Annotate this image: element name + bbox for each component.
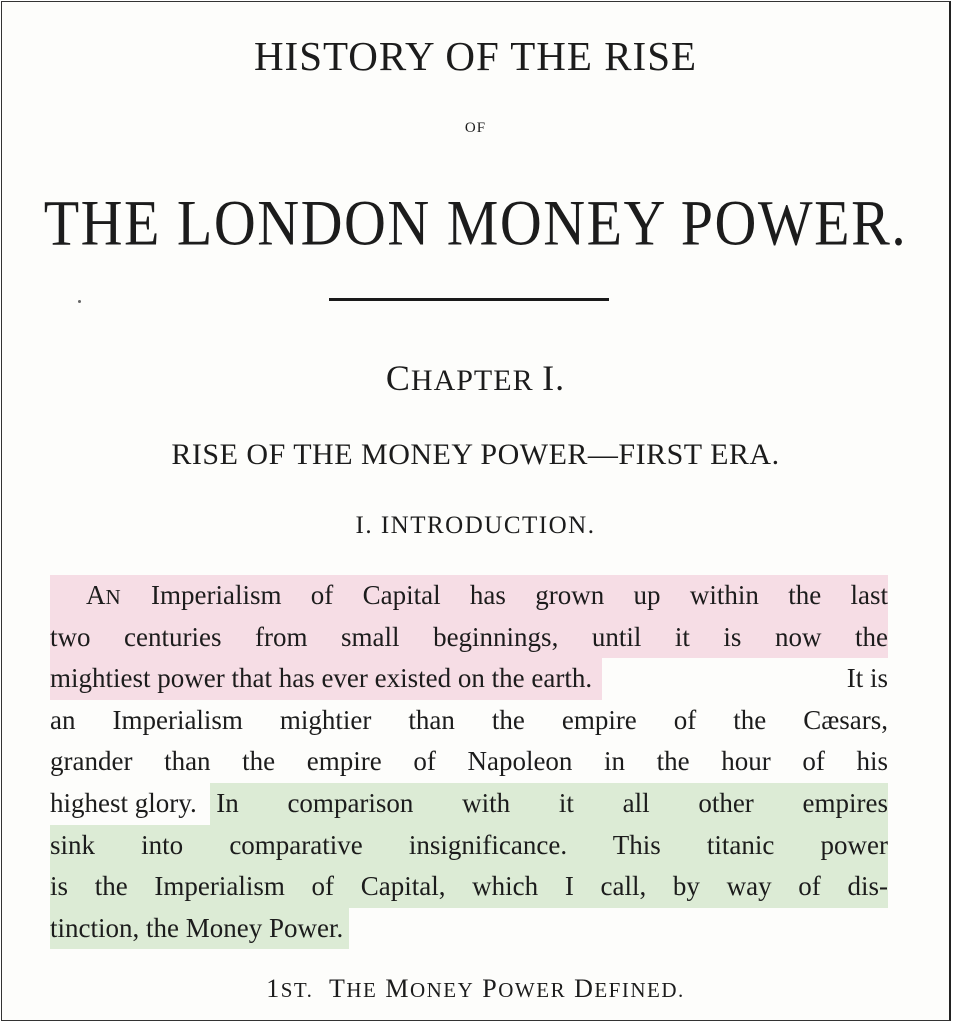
paragraph-line: [50, 783, 888, 825]
highlighted-text: In comparison with it all other empires: [210, 783, 888, 825]
line-text: an Imperialism mightier than the empire of the Cæsars,: [50, 704, 888, 735]
chapter-numeral: I.: [542, 358, 566, 398]
paragraph-line: [50, 825, 888, 867]
chapter-subtitle: RISE OF THE MONEY POWER—FIRST ERA.: [171, 438, 780, 471]
title-line-2: THE LONDON MONEY POWER.: [43, 186, 908, 259]
paragraph-line: [50, 741, 888, 783]
sc-cap: 1: [266, 974, 281, 1003]
highlighted-text: tinction, the Money Power.: [50, 908, 349, 950]
lead-small: N: [105, 585, 122, 609]
line-text: two centuries from small beginnings, until it is now the: [50, 621, 888, 652]
sc-small: ONEY: [409, 978, 475, 1002]
sc-cap: D: [574, 974, 595, 1003]
sc-small: ST.: [280, 978, 314, 1002]
title-line-1: HISTORY OF THE RISE: [253, 33, 698, 79]
paragraph-line: [50, 658, 888, 700]
line-text: is the Imperialism of Capital, which I call, by way of dis-: [50, 871, 888, 902]
line-text-after: It is: [846, 663, 888, 694]
title-rule: [329, 298, 609, 301]
paragraph-line: [50, 700, 888, 742]
paragraph-line: [50, 866, 888, 908]
book-page: [1, 1, 951, 1021]
section-heading: I. INTRODUCTION.: [355, 512, 596, 539]
introduction-paragraph: [50, 575, 888, 949]
paragraph-line: [50, 575, 888, 617]
chapter-heading: [2, 357, 949, 399]
ink-speck: [78, 300, 81, 303]
chapter-initial: C: [385, 358, 411, 398]
line-text-before: highest glory.: [50, 787, 211, 818]
sc-small: HE: [346, 978, 378, 1002]
title-of: OF: [464, 120, 487, 136]
lead-cap: A: [86, 580, 106, 610]
sc-small: OWER: [498, 978, 567, 1002]
line-text: sink into comparative insignificance. This titanic power: [50, 829, 888, 860]
sc-cap: M: [385, 974, 410, 1003]
line-text: grander than the empire of Napoleon in the hour of his: [50, 746, 888, 777]
highlighted-text: mightiest power that has ever existed on the earth.: [50, 658, 602, 700]
subsection-heading: [2, 974, 949, 1004]
paragraph-line: [50, 908, 888, 950]
chapter-rest: HAPTER: [410, 364, 534, 397]
sc-small: EFINED.: [594, 978, 685, 1002]
paragraph-line: [50, 617, 888, 659]
sc-cap: P: [482, 974, 499, 1003]
line-text: Imperialism of Capital has grown up within the last: [121, 580, 888, 610]
sc-cap: T: [328, 974, 347, 1003]
